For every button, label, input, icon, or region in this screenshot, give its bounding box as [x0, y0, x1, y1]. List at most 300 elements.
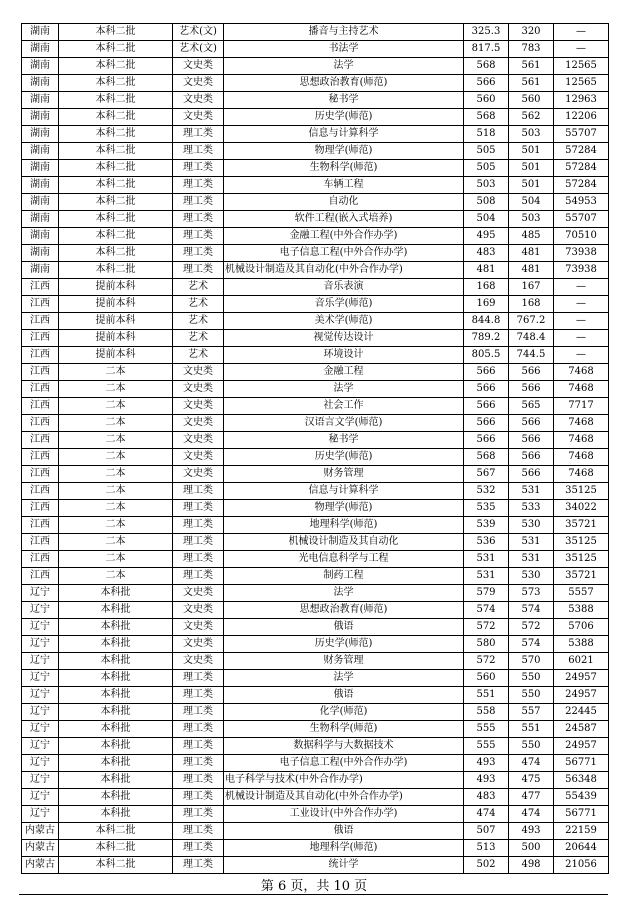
min-score-cell: 574 — [509, 636, 554, 653]
min-score-cell: 561 — [509, 58, 554, 75]
max-score-cell: 539 — [464, 517, 509, 534]
table-row — [22, 109, 609, 126]
category-cell: 文史类 — [173, 585, 224, 602]
min-score-cell: 566 — [509, 449, 554, 466]
major-cell: 历史学(师范) — [224, 636, 464, 653]
min-score-cell: 320 — [509, 24, 554, 41]
rank-cell: 12565 — [554, 75, 609, 92]
min-score-cell: 168 — [509, 296, 554, 313]
batch-cell: 本科二批 — [59, 109, 173, 126]
rank-cell: 6021 — [554, 653, 609, 670]
province-cell: 江西 — [22, 551, 59, 568]
major-cell: 信息与计算科学 — [224, 126, 464, 143]
batch-cell: 二本 — [59, 381, 173, 398]
max-score-cell: 518 — [464, 126, 509, 143]
rank-cell: 7468 — [554, 364, 609, 381]
table-row — [22, 245, 609, 262]
major-cell: 视觉传达设计 — [224, 330, 464, 347]
batch-cell: 本科二批 — [59, 840, 173, 857]
table-row — [22, 466, 609, 483]
category-cell: 理工类 — [173, 211, 224, 228]
table-row — [22, 211, 609, 228]
major-cell: 生物科学(师范) — [224, 721, 464, 738]
province-cell: 湖南 — [22, 126, 59, 143]
category-cell: 理工类 — [173, 721, 224, 738]
province-cell: 辽宁 — [22, 704, 59, 721]
min-score-cell: 503 — [509, 211, 554, 228]
category-cell: 艺术(文) — [173, 24, 224, 41]
batch-cell: 本科二批 — [59, 126, 173, 143]
table-row — [22, 585, 609, 602]
min-score-cell: 481 — [509, 245, 554, 262]
rank-cell: 7468 — [554, 415, 609, 432]
table-row — [22, 296, 609, 313]
max-score-cell: 568 — [464, 58, 509, 75]
max-score-cell: 574 — [464, 602, 509, 619]
category-cell: 文史类 — [173, 92, 224, 109]
table-row — [22, 143, 609, 160]
category-cell: 艺术 — [173, 347, 224, 364]
max-score-cell: 169 — [464, 296, 509, 313]
min-score-cell: 501 — [509, 160, 554, 177]
category-cell: 理工类 — [173, 228, 224, 245]
major-cell: 电子信息工程(中外合作办学) — [224, 245, 464, 262]
province-cell: 江西 — [22, 534, 59, 551]
max-score-cell: 493 — [464, 772, 509, 789]
batch-cell: 本科批 — [59, 721, 173, 738]
min-score-cell: 530 — [509, 568, 554, 585]
major-cell: 地理科学(师范) — [224, 840, 464, 857]
min-score-cell: 562 — [509, 109, 554, 126]
category-cell: 理工类 — [173, 687, 224, 704]
table-row — [22, 330, 609, 347]
max-score-cell: 481 — [464, 262, 509, 279]
min-score-cell: 550 — [509, 670, 554, 687]
table-row — [22, 313, 609, 330]
province-cell: 湖南 — [22, 75, 59, 92]
table-row — [22, 228, 609, 245]
major-cell: 秘书学 — [224, 92, 464, 109]
max-score-cell: 531 — [464, 551, 509, 568]
min-score-cell: 748.4 — [509, 330, 554, 347]
max-score-cell: 508 — [464, 194, 509, 211]
table-row — [22, 619, 609, 636]
batch-cell: 提前本科 — [59, 330, 173, 347]
max-score-cell: 805.5 — [464, 347, 509, 364]
category-cell: 文史类 — [173, 619, 224, 636]
province-cell: 辽宁 — [22, 789, 59, 806]
table-row — [22, 721, 609, 738]
category-cell: 理工类 — [173, 177, 224, 194]
batch-cell: 本科二批 — [59, 177, 173, 194]
table-row — [22, 568, 609, 585]
table-row — [22, 398, 609, 415]
max-score-cell: 560 — [464, 670, 509, 687]
rank-cell: 24957 — [554, 687, 609, 704]
province-cell: 辽宁 — [22, 772, 59, 789]
batch-cell: 本科二批 — [59, 262, 173, 279]
min-score-cell: 475 — [509, 772, 554, 789]
province-cell: 辽宁 — [22, 721, 59, 738]
province-cell: 江西 — [22, 330, 59, 347]
max-score-cell: 504 — [464, 211, 509, 228]
min-score-cell: 477 — [509, 789, 554, 806]
rank-cell: 35125 — [554, 534, 609, 551]
province-cell: 湖南 — [22, 262, 59, 279]
max-score-cell: 555 — [464, 721, 509, 738]
min-score-cell: 504 — [509, 194, 554, 211]
category-cell: 艺术 — [173, 279, 224, 296]
min-score-cell: 501 — [509, 143, 554, 160]
rank-cell: 20644 — [554, 840, 609, 857]
major-cell: 法学 — [224, 381, 464, 398]
rank-cell: 55707 — [554, 126, 609, 143]
category-cell: 文史类 — [173, 602, 224, 619]
batch-cell: 二本 — [59, 568, 173, 585]
category-cell: 文史类 — [173, 449, 224, 466]
major-cell: 自动化 — [224, 194, 464, 211]
table-row — [22, 806, 609, 823]
category-cell: 理工类 — [173, 517, 224, 534]
min-score-cell: 500 — [509, 840, 554, 857]
max-score-cell: 513 — [464, 840, 509, 857]
max-score-cell: 474 — [464, 806, 509, 823]
rank-cell: 56771 — [554, 806, 609, 823]
rank-cell: 7717 — [554, 398, 609, 415]
rank-cell: 7468 — [554, 432, 609, 449]
rank-cell: 55707 — [554, 211, 609, 228]
province-cell: 江西 — [22, 313, 59, 330]
category-cell: 文史类 — [173, 75, 224, 92]
major-cell: 统计学 — [224, 857, 464, 874]
major-cell: 法学 — [224, 670, 464, 687]
max-score-cell: 168 — [464, 279, 509, 296]
major-cell: 俄语 — [224, 687, 464, 704]
major-cell: 思想政治教育(师范) — [224, 602, 464, 619]
province-cell: 湖南 — [22, 194, 59, 211]
min-score-cell: 767.2 — [509, 313, 554, 330]
max-score-cell: 325.3 — [464, 24, 509, 41]
major-cell: 金融工程(中外合作办学) — [224, 228, 464, 245]
rank-cell: 70510 — [554, 228, 609, 245]
major-cell: 光电信息科学与工程 — [224, 551, 464, 568]
province-cell: 湖南 — [22, 109, 59, 126]
batch-cell: 二本 — [59, 551, 173, 568]
category-cell: 理工类 — [173, 823, 224, 840]
rank-cell: 5388 — [554, 636, 609, 653]
table-row — [22, 534, 609, 551]
category-cell: 艺术 — [173, 313, 224, 330]
major-cell: 地理科学(师范) — [224, 517, 464, 534]
province-cell: 江西 — [22, 296, 59, 313]
max-score-cell: 566 — [464, 398, 509, 415]
batch-cell: 本科二批 — [59, 857, 173, 874]
footer-rule — [19, 894, 608, 895]
major-cell: 电子信息工程(中外合作办学) — [224, 755, 464, 772]
table-row — [22, 177, 609, 194]
major-cell: 汉语言文学(师范) — [224, 415, 464, 432]
batch-cell: 提前本科 — [59, 279, 173, 296]
table-row — [22, 279, 609, 296]
major-cell: 金融工程 — [224, 364, 464, 381]
table-row — [22, 41, 609, 58]
min-score-cell: 572 — [509, 619, 554, 636]
max-score-cell: 566 — [464, 75, 509, 92]
province-cell: 湖南 — [22, 92, 59, 109]
max-score-cell: 572 — [464, 653, 509, 670]
table-row — [22, 194, 609, 211]
table-row — [22, 738, 609, 755]
category-cell: 理工类 — [173, 245, 224, 262]
major-cell: 历史学(师范) — [224, 109, 464, 126]
major-cell: 财务管理 — [224, 466, 464, 483]
major-cell: 电子科学与技术(中外合作办学) — [224, 772, 464, 789]
batch-cell: 二本 — [59, 483, 173, 500]
rank-cell: 24957 — [554, 670, 609, 687]
rank-cell: 56348 — [554, 772, 609, 789]
table-row — [22, 160, 609, 177]
major-cell: 音乐表演 — [224, 279, 464, 296]
rank-cell: 12565 — [554, 58, 609, 75]
batch-cell: 本科二批 — [59, 245, 173, 262]
table-row — [22, 24, 609, 41]
batch-cell: 二本 — [59, 449, 173, 466]
max-score-cell: 789.2 — [464, 330, 509, 347]
min-score-cell: 566 — [509, 364, 554, 381]
category-cell: 理工类 — [173, 143, 224, 160]
major-cell: 思想政治教育(师范) — [224, 75, 464, 92]
major-cell: 信息与计算科学 — [224, 483, 464, 500]
max-score-cell: 502 — [464, 857, 509, 874]
province-cell: 江西 — [22, 381, 59, 398]
min-score-cell: 493 — [509, 823, 554, 840]
category-cell: 理工类 — [173, 500, 224, 517]
category-cell: 理工类 — [173, 772, 224, 789]
rank-cell: 73938 — [554, 262, 609, 279]
province-cell: 辽宁 — [22, 653, 59, 670]
min-score-cell: 783 — [509, 41, 554, 58]
province-cell: 湖南 — [22, 228, 59, 245]
rank-cell: — — [554, 41, 609, 58]
max-score-cell: 580 — [464, 636, 509, 653]
min-score-cell: 498 — [509, 857, 554, 874]
province-cell: 内蒙古 — [22, 857, 59, 874]
major-cell: 播音与主持艺术 — [224, 24, 464, 41]
province-cell: 江西 — [22, 347, 59, 364]
province-cell: 江西 — [22, 364, 59, 381]
max-score-cell: 503 — [464, 177, 509, 194]
category-cell: 理工类 — [173, 126, 224, 143]
major-cell: 法学 — [224, 585, 464, 602]
min-score-cell: 503 — [509, 126, 554, 143]
max-score-cell: 555 — [464, 738, 509, 755]
rank-cell: 7468 — [554, 449, 609, 466]
min-score-cell: 566 — [509, 432, 554, 449]
province-cell: 江西 — [22, 466, 59, 483]
table-row — [22, 840, 609, 857]
table-row — [22, 636, 609, 653]
table-row — [22, 857, 609, 874]
max-score-cell: 483 — [464, 789, 509, 806]
batch-cell: 本科批 — [59, 704, 173, 721]
table-row — [22, 58, 609, 75]
min-score-cell: 551 — [509, 721, 554, 738]
category-cell: 理工类 — [173, 568, 224, 585]
rank-cell: 35721 — [554, 517, 609, 534]
major-cell: 软件工程(嵌入式培养) — [224, 211, 464, 228]
province-cell: 江西 — [22, 432, 59, 449]
min-score-cell: 560 — [509, 92, 554, 109]
category-cell: 理工类 — [173, 160, 224, 177]
min-score-cell: 550 — [509, 738, 554, 755]
batch-cell: 本科批 — [59, 772, 173, 789]
max-score-cell: 560 — [464, 92, 509, 109]
table-row — [22, 517, 609, 534]
batch-cell: 本科二批 — [59, 823, 173, 840]
table-row — [22, 551, 609, 568]
admission-score-table — [21, 23, 609, 874]
min-score-cell: 530 — [509, 517, 554, 534]
rank-cell: 5706 — [554, 619, 609, 636]
table-row — [22, 262, 609, 279]
min-score-cell: 566 — [509, 466, 554, 483]
batch-cell: 本科二批 — [59, 160, 173, 177]
table-row — [22, 670, 609, 687]
category-cell: 理工类 — [173, 840, 224, 857]
table-row — [22, 823, 609, 840]
category-cell: 理工类 — [173, 194, 224, 211]
max-score-cell: 493 — [464, 755, 509, 772]
max-score-cell: 531 — [464, 568, 509, 585]
category-cell: 理工类 — [173, 789, 224, 806]
province-cell: 辽宁 — [22, 687, 59, 704]
batch-cell: 二本 — [59, 517, 173, 534]
rank-cell: — — [554, 279, 609, 296]
rank-cell: 12963 — [554, 92, 609, 109]
province-cell: 辽宁 — [22, 602, 59, 619]
rank-cell: — — [554, 296, 609, 313]
table-row — [22, 789, 609, 806]
category-cell: 理工类 — [173, 704, 224, 721]
max-score-cell: 505 — [464, 143, 509, 160]
category-cell: 理工类 — [173, 755, 224, 772]
max-score-cell: 535 — [464, 500, 509, 517]
major-cell: 社会工作 — [224, 398, 464, 415]
province-cell: 江西 — [22, 483, 59, 500]
table-row — [22, 772, 609, 789]
batch-cell: 本科批 — [59, 738, 173, 755]
province-cell: 湖南 — [22, 211, 59, 228]
batch-cell: 本科二批 — [59, 228, 173, 245]
province-cell: 江西 — [22, 517, 59, 534]
major-cell: 物理学(师范) — [224, 500, 464, 517]
batch-cell: 二本 — [59, 466, 173, 483]
batch-cell: 本科二批 — [59, 75, 173, 92]
province-cell: 湖南 — [22, 160, 59, 177]
table-row — [22, 687, 609, 704]
batch-cell: 本科二批 — [59, 58, 173, 75]
province-cell: 湖南 — [22, 245, 59, 262]
batch-cell: 二本 — [59, 500, 173, 517]
table-row — [22, 126, 609, 143]
major-cell: 生物科学(师范) — [224, 160, 464, 177]
category-cell: 文史类 — [173, 432, 224, 449]
table-row — [22, 432, 609, 449]
table-row — [22, 364, 609, 381]
max-score-cell: 568 — [464, 109, 509, 126]
rank-cell: 54953 — [554, 194, 609, 211]
min-score-cell: 570 — [509, 653, 554, 670]
major-cell: 环境设计 — [224, 347, 464, 364]
major-cell: 制药工程 — [224, 568, 464, 585]
batch-cell: 本科二批 — [59, 24, 173, 41]
category-cell: 理工类 — [173, 483, 224, 500]
batch-cell: 本科二批 — [59, 194, 173, 211]
min-score-cell: 557 — [509, 704, 554, 721]
max-score-cell: 568 — [464, 449, 509, 466]
batch-cell: 二本 — [59, 415, 173, 432]
min-score-cell: 531 — [509, 483, 554, 500]
province-cell: 湖南 — [22, 24, 59, 41]
rank-cell: 55439 — [554, 789, 609, 806]
category-cell: 文史类 — [173, 381, 224, 398]
rank-cell: 24957 — [554, 738, 609, 755]
batch-cell: 二本 — [59, 364, 173, 381]
max-score-cell: 505 — [464, 160, 509, 177]
province-cell: 辽宁 — [22, 738, 59, 755]
province-cell: 江西 — [22, 415, 59, 432]
major-cell: 秘书学 — [224, 432, 464, 449]
min-score-cell: 485 — [509, 228, 554, 245]
batch-cell: 二本 — [59, 398, 173, 415]
province-cell: 辽宁 — [22, 636, 59, 653]
table-row — [22, 347, 609, 364]
category-cell: 文史类 — [173, 364, 224, 381]
category-cell: 文史类 — [173, 636, 224, 653]
major-cell: 俄语 — [224, 823, 464, 840]
major-cell: 机械设计制造及其自动化(中外合作办学) — [224, 262, 464, 279]
max-score-cell: 483 — [464, 245, 509, 262]
max-score-cell: 567 — [464, 466, 509, 483]
major-cell: 美术学(师范) — [224, 313, 464, 330]
rank-cell: 57284 — [554, 143, 609, 160]
category-cell: 艺术 — [173, 330, 224, 347]
min-score-cell: 550 — [509, 687, 554, 704]
rank-cell: 7468 — [554, 381, 609, 398]
major-cell: 财务管理 — [224, 653, 464, 670]
category-cell: 理工类 — [173, 534, 224, 551]
batch-cell: 二本 — [59, 534, 173, 551]
province-cell: 江西 — [22, 449, 59, 466]
min-score-cell: 566 — [509, 381, 554, 398]
province-cell: 湖南 — [22, 58, 59, 75]
max-score-cell: 572 — [464, 619, 509, 636]
max-score-cell: 532 — [464, 483, 509, 500]
rank-cell: — — [554, 347, 609, 364]
min-score-cell: 481 — [509, 262, 554, 279]
rank-cell: 35125 — [554, 483, 609, 500]
max-score-cell: 536 — [464, 534, 509, 551]
rank-cell: 56771 — [554, 755, 609, 772]
table-row — [22, 449, 609, 466]
batch-cell: 本科二批 — [59, 41, 173, 58]
major-cell: 化学(师范) — [224, 704, 464, 721]
max-score-cell: 507 — [464, 823, 509, 840]
province-cell: 内蒙古 — [22, 840, 59, 857]
rank-cell: — — [554, 24, 609, 41]
province-cell: 内蒙古 — [22, 823, 59, 840]
max-score-cell: 566 — [464, 364, 509, 381]
